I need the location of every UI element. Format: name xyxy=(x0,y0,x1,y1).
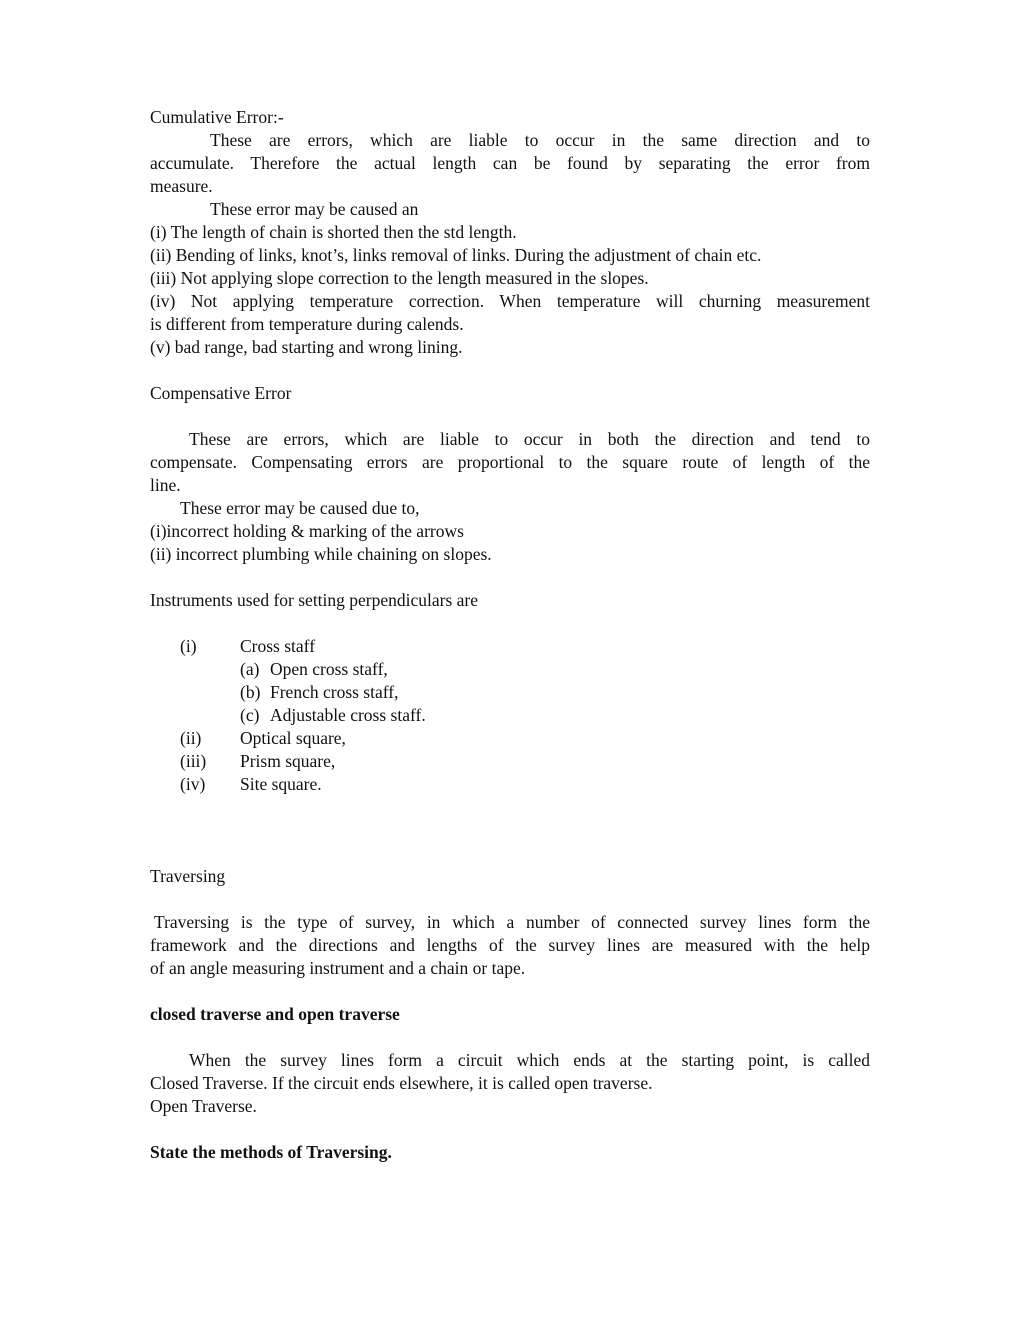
cumulative-cause-4: (iv) Not applying temperature correction. When temperature will churning measurement xyxy=(150,291,870,311)
cumulative-para-line-1: These are errors, which are liable to occur in the same direction and to xyxy=(210,130,870,150)
sub-list-item xyxy=(150,658,870,681)
list-item xyxy=(150,750,870,773)
list-item-number: (i) xyxy=(180,636,197,656)
list-item-text: Site square. xyxy=(240,774,322,794)
sub-list-item-text: French cross staff, xyxy=(270,682,399,702)
list-item-number: (ii) xyxy=(180,728,202,748)
methods-heading: State the methods of Traversing. xyxy=(150,1142,392,1162)
sub-list-item xyxy=(150,681,870,704)
list-item-text: Cross staff xyxy=(240,636,316,656)
list-item xyxy=(150,727,870,750)
closed-open-para-line-1: When the survey lines form a circuit which ends at the starting point, is called xyxy=(189,1050,870,1070)
compensative-para-line-1: These are errors, which are liable to occur in both the direction and tend to xyxy=(189,429,870,449)
sub-list-item-text: Adjustable cross staff. xyxy=(270,705,426,725)
list-item-number: (iv) xyxy=(180,774,206,794)
list-item xyxy=(150,635,870,658)
closed-open-para-line-3: Open Traverse. xyxy=(150,1096,257,1116)
cumulative-causes-intro: These error may be caused an xyxy=(210,199,419,219)
sub-list-item-label: (b) xyxy=(240,682,261,702)
cumulative-cause-1: (i) The length of chain is shorted then the std length. xyxy=(150,222,517,242)
compensative-cause-1: (i)incorrect holding & marking of the arrows xyxy=(150,521,464,541)
closed-open-para-line-2: Closed Traverse. If the circuit ends elsewhere, it is called open traverse. xyxy=(150,1073,653,1093)
sub-list-item-text: Open cross staff, xyxy=(270,659,388,679)
cumulative-cause-2: (ii) Bending of links, knot’s, links removal of links. During the adjustment of chain etc. xyxy=(150,245,762,265)
compensative-para-line-2: compensate. Compensating errors are proportional to the square route of length of the xyxy=(150,452,870,472)
list-item-text: Prism square, xyxy=(240,751,336,771)
document-page xyxy=(150,106,870,1164)
cumulative-cause-5: (v) bad range, bad starting and wrong lining. xyxy=(150,337,463,357)
cumulative-cause-4-cont: is different from temperature during calends. xyxy=(150,314,464,334)
instruments-heading: Instruments used for setting perpendiculars are xyxy=(150,590,479,610)
cumulative-para-line-3: measure. xyxy=(150,176,213,196)
list-item-number: (iii) xyxy=(180,751,207,771)
sub-list-item-label: (a) xyxy=(240,659,260,679)
sub-list-item xyxy=(150,704,870,727)
sub-list-item-label: (c) xyxy=(240,705,260,725)
compensative-cause-2: (ii) incorrect plumbing while chaining on slopes. xyxy=(150,544,492,564)
closed-open-heading: closed traverse and open traverse xyxy=(150,1004,400,1024)
traversing-heading: Traversing xyxy=(150,866,226,886)
cumulative-para-line-2: accumulate. Therefore the actual length can be found by separating the error from xyxy=(150,153,870,173)
traversing-para-line-2: framework and the directions and lengths of the survey lines are measured with the help xyxy=(150,935,870,955)
compensative-causes-intro: These error may be caused due to, xyxy=(180,498,420,518)
compensative-para-line-3: line. xyxy=(150,475,181,495)
cumulative-heading: Cumulative Error:- xyxy=(150,107,284,127)
cumulative-cause-3: (iii) Not applying slope correction to the length measured in the slopes. xyxy=(150,268,649,288)
traversing-para-line-3: of an angle measuring instrument and a chain or tape. xyxy=(150,958,526,978)
list-item xyxy=(150,773,870,796)
compensative-heading: Compensative Error xyxy=(150,383,292,403)
instruments-list xyxy=(150,635,870,796)
traversing-para-line-1: Traversing is the type of survey, in which a number of connected survey lines form the xyxy=(154,912,870,932)
list-item-text: Optical square, xyxy=(240,728,346,748)
